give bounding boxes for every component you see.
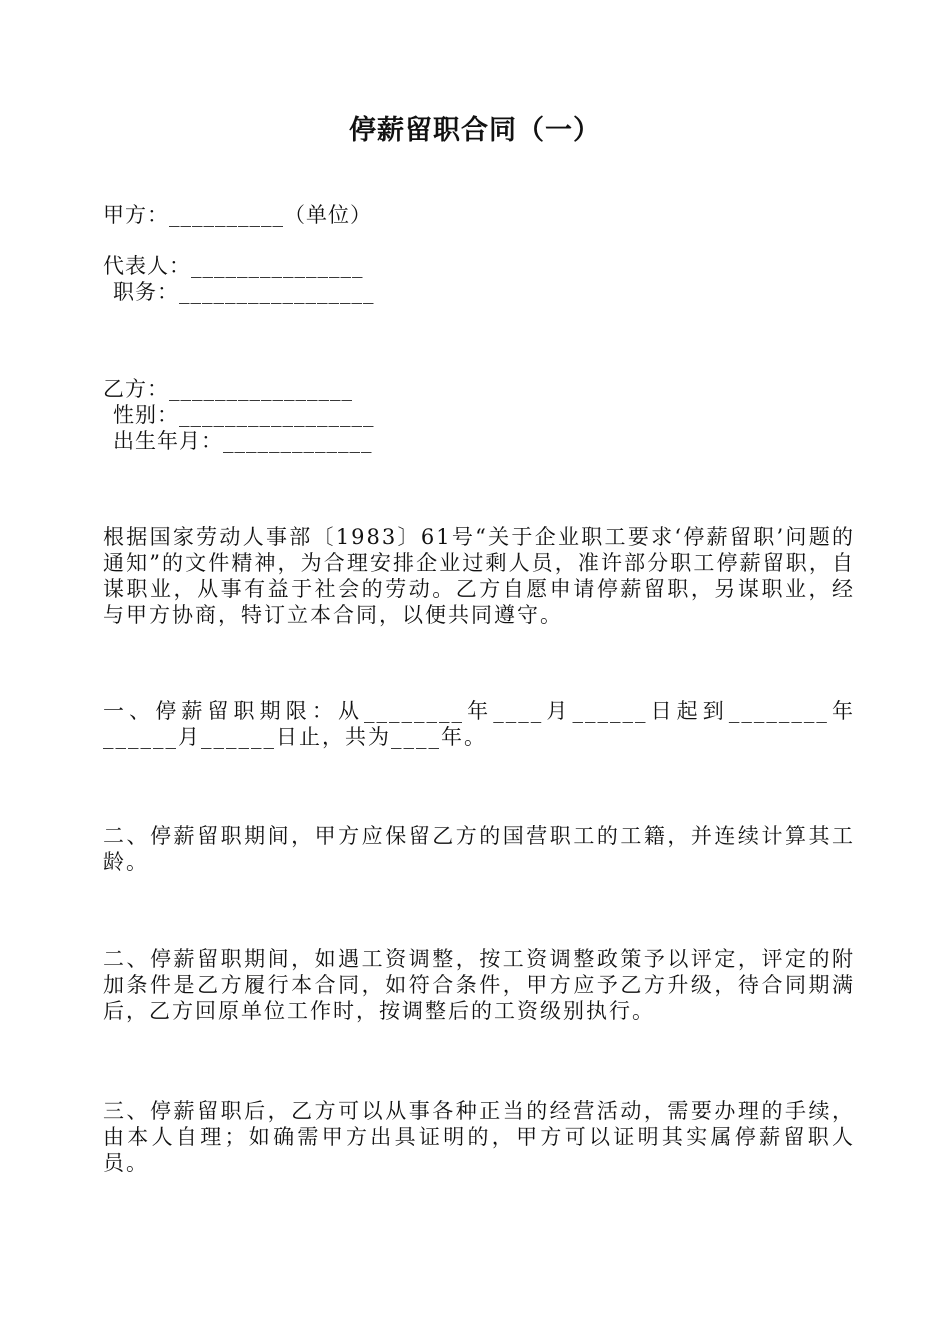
clause-business: 三、停薪留职后，乙方可以从事各种正当的经营活动，需要办理的手续，由本人自理；如确需甲方出具证明的，甲方可以证明其实属停薪留职人员。 xyxy=(103,1099,855,1175)
clause-seniority: 二、停薪留职期间，甲方应保留乙方的国营职工的工籍，并连续计算其工龄。 xyxy=(103,824,855,874)
gender-line: 性别：_________________ xyxy=(113,403,375,427)
representative-line: 代表人：_______________ xyxy=(103,254,364,278)
birth-line: 出生年月：_____________ xyxy=(113,429,373,453)
preamble-paragraph: 根据国家劳动人事部〔1983〕61号“关于企业职工要求‘停薪留职’问题的通知”的文件精神，为合理安排企业过剩人员，准许部分职工停薪留职，自谋职业，从事有益于社会的劳动。乙方自愿申请停薪留职，另谋职业，经与甲方协商，特订立本合同，以便共同遵守。 xyxy=(103,525,855,627)
party-a-line: 甲方：__________（单位） xyxy=(103,203,372,227)
position-line: 职务：_________________ xyxy=(113,280,375,304)
clause-term: 一、停薪留职期限：从________年____月______日起到________年______月______日止，共为____年。 xyxy=(103,699,855,749)
document-title: 停薪留职合同（一） xyxy=(349,115,601,146)
party-b-line: 乙方：________________ xyxy=(103,377,353,401)
clause-salary: 二、停薪留职期间，如遇工资调整，按工资调整政策予以评定，评定的附加条件是乙方履行本合同，如符合条件，甲方应予乙方升级，待合同期满后，乙方回原单位工作时，按调整后的工资级别执行。 xyxy=(103,947,855,1023)
